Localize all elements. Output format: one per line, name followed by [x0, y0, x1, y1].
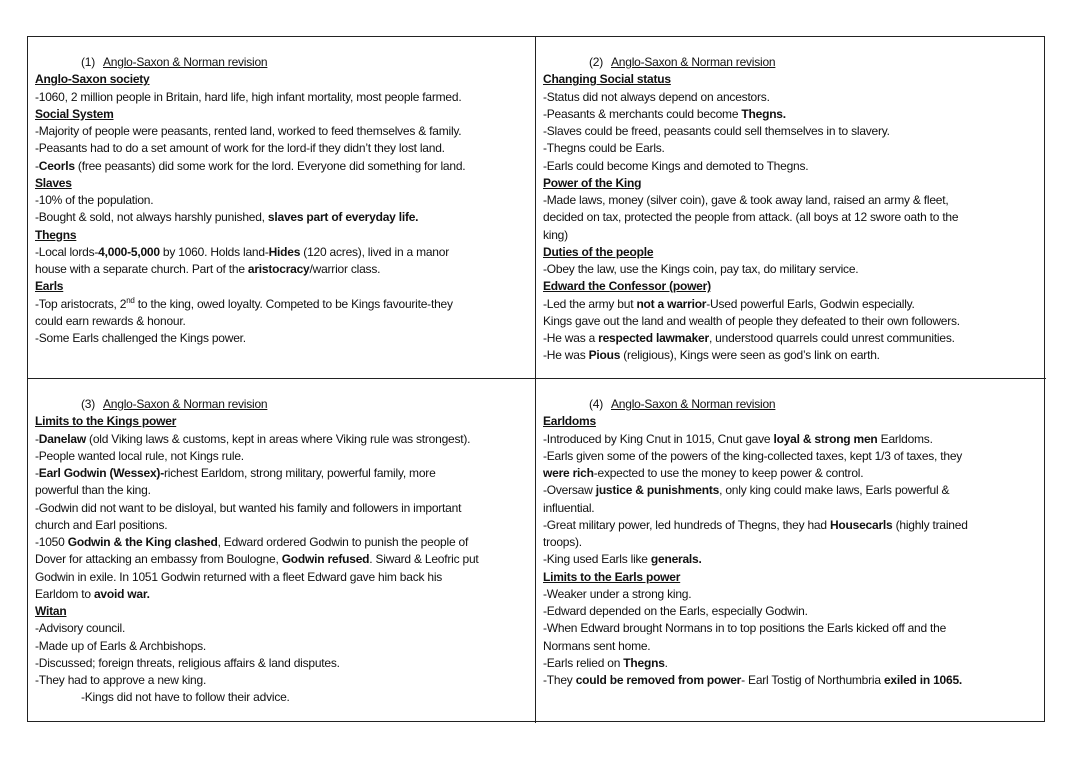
- section-heading: [35, 227, 535, 244]
- section-heading: [35, 71, 535, 88]
- note-line: [543, 620, 1046, 637]
- note-text: -1050: [35, 535, 68, 549]
- section-heading: [543, 244, 1046, 261]
- note-text: . Siward & Leofric put: [369, 552, 479, 567]
- section-title: [543, 54, 1046, 71]
- note-line: [35, 89, 535, 106]
- section-title: [35, 396, 535, 413]
- note-line: [35, 209, 535, 226]
- note-text: -Discussed; foreign threats, religious affairs & land disputes.: [35, 655, 340, 670]
- note-line: [35, 158, 535, 175]
- note-text: -Top aristocrats, 2: [35, 296, 127, 311]
- note-line: [35, 569, 535, 586]
- note-line: [543, 638, 1046, 655]
- note-text: house with a separate church. Part of the: [35, 262, 248, 276]
- note-text: -Used powerful Earls, Godwin especially.: [706, 296, 915, 311]
- note-line: [543, 603, 1046, 620]
- note-text: -Earls could become Kings and demoted to Thegns.: [543, 158, 809, 173]
- section-heading: [35, 175, 535, 192]
- note-line: [35, 551, 535, 568]
- note-text: Witan: [35, 604, 67, 618]
- section-title-text: Anglo-Saxon & Norman revision: [103, 397, 268, 411]
- note-text: -Great military power, led hundreds of Thegns, they had: [543, 517, 830, 532]
- note-text: , only king could make laws, Earls powerful &: [719, 483, 950, 498]
- note-line: [543, 534, 1046, 551]
- note-text: -: [35, 466, 39, 480]
- note-text: -Godwin did not want to be disloyal, but wanted his family and followers in important: [35, 500, 462, 515]
- note-line: [543, 123, 1046, 140]
- note-text: , Edward ordered Godwin to punish the people of: [217, 535, 469, 549]
- note-text: to the king, owed loyalty. Competed to be Kings favourite-they: [134, 296, 453, 311]
- note-line: [543, 448, 1046, 465]
- note-text: church and Earl positions.: [35, 517, 168, 532]
- note-text: Earldoms: [543, 414, 596, 429]
- note-text: -Slaves could be freed, peasants could sell themselves in to slavery.: [543, 124, 890, 138]
- note-text: -: [35, 158, 39, 173]
- note-line: [35, 620, 535, 637]
- note-text: Edward the Confessor (power): [543, 279, 711, 294]
- note-text: -Led the army but: [543, 296, 637, 311]
- note-line: [35, 244, 535, 261]
- note-text: Slaves: [35, 175, 72, 190]
- note-line: [35, 296, 535, 313]
- section-number: (2): [589, 55, 604, 69]
- note-text: richest Earldom, strong military, powerful family, more: [163, 466, 436, 480]
- note-text: /warrior class.: [309, 262, 381, 276]
- note-text: -King used Earls like: [543, 552, 651, 567]
- bold-text: avoid war.: [93, 586, 150, 601]
- note-text: Changing Social status: [543, 72, 671, 87]
- section-number: (3): [81, 397, 96, 411]
- note-text: Earldoms.: [877, 431, 933, 446]
- revision-cell-2: [536, 37, 1046, 379]
- note-line: [543, 347, 1046, 364]
- revision-cell-4: [536, 379, 1046, 723]
- note-text: -Oversaw: [543, 483, 596, 498]
- note-line: [35, 192, 535, 209]
- note-line: [543, 261, 1046, 278]
- superscript-text: nd: [126, 295, 135, 305]
- note-text: -Peasants & merchants could become: [543, 106, 742, 121]
- note-line: [543, 655, 1046, 672]
- bold-text: justice & punishments: [595, 483, 720, 498]
- note-text: -People wanted local rule, not Kings rule.: [35, 448, 244, 463]
- note-line: [35, 517, 535, 534]
- note-line: [543, 140, 1046, 157]
- bold-text: 4,000-5,000: [98, 244, 160, 259]
- note-text: troops).: [543, 535, 582, 549]
- note-text: influential.: [543, 500, 595, 515]
- note-line: [35, 140, 535, 157]
- revision-cell-3: [28, 379, 536, 723]
- section-heading: [543, 413, 1046, 430]
- bold-text: Godwin refused: [281, 552, 370, 567]
- note-line: [35, 482, 535, 499]
- note-line: [35, 330, 535, 347]
- bold-text: respected lawmaker: [598, 331, 709, 345]
- note-text: Normans sent home.: [543, 638, 651, 653]
- note-line: [35, 500, 535, 517]
- note-text: -Kings did not have to follow their advice.: [81, 690, 290, 705]
- note-text: (religious), Kings were seen as god’s link on earth.: [620, 348, 880, 363]
- note-line: [543, 551, 1046, 568]
- note-line: [35, 655, 535, 672]
- note-text: -He was: [543, 348, 589, 363]
- note-line: [35, 448, 535, 465]
- note-line: [543, 482, 1046, 499]
- note-text: -Advisory council.: [35, 621, 126, 636]
- note-line: [543, 89, 1046, 106]
- note-text: (free peasants) did some work for the lord. Everyone did something for land.: [74, 158, 466, 173]
- note-line: [543, 330, 1046, 347]
- note-text: -: [35, 431, 39, 446]
- note-text: Social System: [35, 106, 114, 121]
- bold-text: slaves part of everyday life.: [267, 210, 419, 225]
- note-line: [543, 209, 1046, 226]
- section-heading: [35, 106, 535, 123]
- note-line: [35, 123, 535, 140]
- note-line: [543, 586, 1046, 603]
- bold-text: were rich: [543, 466, 594, 480]
- revision-cell-1: [28, 37, 536, 379]
- note-text: , understood quarrels could unrest communities.: [708, 331, 955, 345]
- section-number: (1): [81, 55, 96, 69]
- note-text: could earn rewards & honour.: [35, 313, 186, 328]
- section-title-text: Anglo-Saxon & Norman revision: [103, 55, 268, 69]
- note-text: by 1060. Holds land-: [159, 244, 269, 259]
- note-text: (old Viking laws & customs, kept in areas where Viking rule was strongest).: [85, 431, 471, 446]
- note-text: powerful than the king.: [35, 483, 151, 498]
- note-line: [543, 106, 1046, 123]
- note-text: king): [543, 227, 568, 242]
- section-title: [543, 396, 1046, 413]
- note-text: -10% of the population.: [35, 193, 154, 207]
- bold-text: Thegns.: [741, 106, 786, 121]
- note-text: -Weaker under a strong king.: [543, 586, 692, 601]
- note-line: [543, 192, 1046, 209]
- note-line: [543, 227, 1046, 244]
- note-line: [35, 261, 535, 278]
- note-line: [35, 313, 535, 330]
- bold-text: Ceorls: [38, 158, 75, 173]
- section-heading: [543, 175, 1046, 192]
- note-text: -When Edward brought Normans in to top positions the Earls kicked off and the: [543, 621, 947, 636]
- note-text: - Earl Tostig of Northumbria: [741, 673, 884, 687]
- note-text: -They had to approve a new king.: [35, 673, 207, 687]
- note-text: -Made laws, money (silver coin), gave & took away land, raised an army & fleet,: [543, 193, 949, 207]
- note-text: Anglo-Saxon society: [35, 72, 150, 87]
- note-line: [543, 431, 1046, 448]
- note-line: [35, 586, 535, 603]
- revision-notes-table: [27, 36, 1045, 722]
- section-title: [35, 54, 535, 71]
- note-text: -Edward depended on the Earls, especially Godwin.: [543, 604, 808, 618]
- note-line: [543, 672, 1046, 689]
- section-number: (4): [589, 397, 604, 411]
- note-text: -Majority of people were peasants, rented land, worked to feed themselves & family.: [35, 124, 462, 138]
- bold-text: Housecarls: [829, 517, 893, 532]
- bold-text: Danelaw: [38, 431, 86, 446]
- bold-text: Godwin & the King clashed: [67, 535, 218, 549]
- section-heading: [35, 413, 535, 430]
- bold-text: Hides: [268, 244, 301, 259]
- bold-text: generals.: [650, 552, 702, 567]
- note-text: Limits to the Kings power: [35, 414, 177, 429]
- bold-text: loyal & strong men: [773, 431, 878, 446]
- note-text: -Made up of Earls & Archbishops.: [35, 638, 207, 653]
- note-text: -Local lords-: [35, 244, 99, 259]
- note-text: -Earls relied on: [543, 655, 624, 670]
- section-title-text: Anglo-Saxon & Norman revision: [611, 55, 776, 69]
- note-text: Kings gave out the land and wealth of people they defeated to their own followers.: [543, 313, 960, 328]
- note-text: (120 acres), lived in a manor: [300, 244, 449, 259]
- bold-text: exiled in 1065.: [883, 673, 963, 687]
- note-line: [35, 465, 535, 482]
- note-text: Earldom to: [35, 586, 94, 601]
- bold-text: Thegns: [623, 655, 665, 670]
- note-text: -1060, 2 million people in Britain, hard life, high infant mortality, most people farmed.: [35, 89, 462, 104]
- section-heading: [543, 278, 1046, 295]
- note-line: [35, 672, 535, 689]
- bold-text: Earl Godwin (Wessex)-: [38, 466, 164, 480]
- note-line: [543, 517, 1046, 534]
- note-text: -Some Earls challenged the Kings power.: [35, 331, 246, 345]
- note-text: (highly trained: [892, 517, 968, 532]
- note-text: Duties of the people: [543, 244, 654, 259]
- note-line: [35, 534, 535, 551]
- section-heading: [543, 71, 1046, 88]
- note-text: -Status did not always depend on ancestors.: [543, 89, 770, 104]
- note-text: Earls: [35, 279, 64, 294]
- bold-text: not a warrior: [636, 296, 707, 311]
- bold-text: Pious: [588, 348, 621, 363]
- note-text: -Introduced by King Cnut in 1015, Cnut gave: [543, 431, 774, 446]
- note-line: [35, 689, 535, 706]
- note-text: -Bought & sold, not always harshly punished,: [35, 210, 268, 225]
- note-line: [543, 465, 1046, 482]
- bold-text: aristocracy: [247, 262, 310, 276]
- note-line: [543, 313, 1046, 330]
- note-text: decided on tax, protected the people from attack. (all boys at 12 swore oath to the: [543, 210, 959, 225]
- note-text: Thegns: [35, 227, 77, 242]
- note-text: Dover for attacking an embassy from Boulogne,: [35, 552, 282, 567]
- note-text: -They: [543, 673, 576, 687]
- note-text: -Thegns could be Earls.: [543, 141, 665, 156]
- note-text: -Peasants had to do a set amount of work for the lord-if they didn’t they lost land.: [35, 141, 445, 156]
- bold-text: could be removed from power: [575, 673, 742, 687]
- note-line: [543, 296, 1046, 313]
- note-line: [35, 431, 535, 448]
- note-text: Power of the King: [543, 175, 642, 190]
- note-text: Limits to the Earls power: [543, 569, 681, 584]
- note-text: Godwin in exile. In 1051 Godwin returned with a fleet Edward gave him back his: [35, 569, 443, 584]
- note-text: -expected to use the money to keep power & control.: [593, 466, 864, 480]
- note-line: [543, 158, 1046, 175]
- section-title-text: Anglo-Saxon & Norman revision: [611, 397, 776, 411]
- note-text: -He was a: [543, 331, 599, 345]
- section-heading: [35, 278, 535, 295]
- note-text: -Obey the law, use the Kings coin, pay tax, do military service.: [543, 262, 859, 276]
- note-text: .: [664, 655, 668, 670]
- note-line: [543, 500, 1046, 517]
- note-line: [35, 638, 535, 655]
- section-heading: [35, 603, 535, 620]
- section-heading: [543, 569, 1046, 586]
- note-text: -Earls given some of the powers of the king-collected taxes, kept 1/3 of taxes, they: [543, 448, 963, 463]
